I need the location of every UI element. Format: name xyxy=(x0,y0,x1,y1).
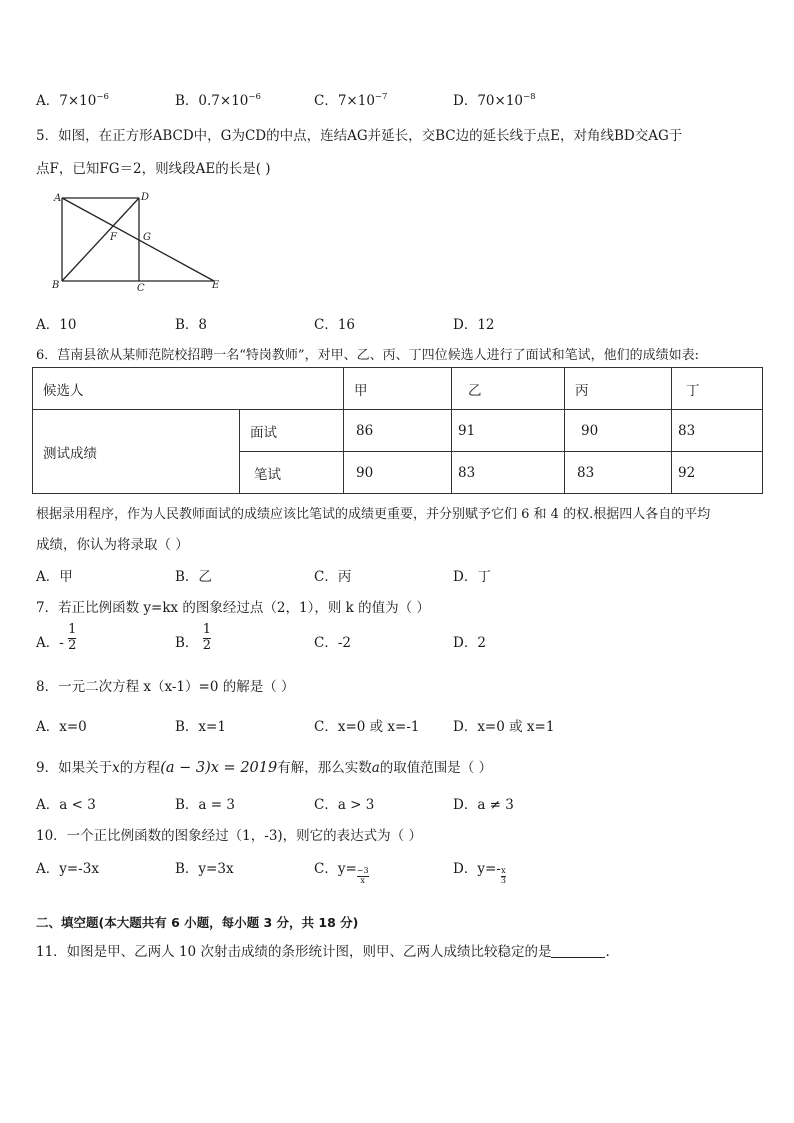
q4-option-a: A．$7\times 10^{-6}$ xyxy=(36,92,109,109)
score-table xyxy=(32,367,763,494)
q7-stem: 7．若正比例函数 y=kx 的图象经过点（2，1），则 k 的值为（ ） xyxy=(36,600,430,616)
section-heading: 二、填空题(本大题共有 6 小题，每小题 3 分，共 18 分) xyxy=(36,915,359,930)
fig-label-d: D xyxy=(141,192,150,203)
fig-diagonal-bd xyxy=(62,198,139,281)
q7-option-d: D．2 xyxy=(453,635,486,651)
q6-after-line2: 成绩，你认为将录取（ ） xyxy=(36,537,189,553)
fraction: $\frac{-3}{x}$ xyxy=(356,866,369,885)
q7-option-b: B． $\frac{1}{2}$ xyxy=(175,622,211,653)
table-row-label: 面试 xyxy=(240,410,344,452)
table-cell: 90 xyxy=(565,410,672,452)
table-cell: 83 xyxy=(452,452,565,494)
fig-label-g: G xyxy=(143,232,151,243)
q10-option-d: D．$y=-\frac{x}{3}$ xyxy=(453,861,506,885)
q8-option-b: B．x=1 xyxy=(175,719,226,735)
fraction: $\frac{1}{2}$ xyxy=(202,622,211,653)
q6-option-b: B．乙 xyxy=(175,569,212,585)
q4-option-b: B．$0.7\times 10^{-6}$ xyxy=(175,92,261,109)
q10-option-a: A．y=-3x xyxy=(36,861,99,877)
q5-stem-line1: 5．如图，在正方形ABCD中，G为CD的中点，连结AG并延长，交BC边的延长线于点E，对角线BD交AG于 xyxy=(36,128,683,144)
table-header-cell: 丁 xyxy=(672,368,763,410)
q6-after-line1: 根据录用程序，作为人民教师面试的成绩应该比笔试的成绩更重要，并分别赋予它们 6 和 4 的权.根据四人各自的平均 xyxy=(36,507,711,522)
fraction: $\frac{1}{2}$ xyxy=(68,622,77,653)
fig-label-f: F xyxy=(110,232,117,243)
table-header-cell: 丙 xyxy=(565,368,672,410)
table-header-cell: 乙 xyxy=(452,368,565,410)
q5-option-a: A．10 xyxy=(36,317,77,333)
q4-option-d: D．$70\times 10^{-8}$ xyxy=(453,92,536,109)
q7-options xyxy=(36,621,758,661)
q6-option-a: A．甲 xyxy=(36,569,73,585)
q10-options xyxy=(36,857,758,895)
fraction: $\frac{x}{3}$ xyxy=(500,866,506,885)
table-row-label: 笔试 xyxy=(240,452,344,494)
q5-option-b: B．8 xyxy=(175,317,208,333)
table-header-row xyxy=(33,368,763,410)
table-cell: 90 xyxy=(344,452,452,494)
q6-option-c: C．丙 xyxy=(314,569,352,585)
fig-label-a: A xyxy=(54,193,62,204)
q5-option-c: C．16 xyxy=(314,317,356,333)
table-header-cell: 甲 xyxy=(344,368,452,410)
q5-options xyxy=(36,313,758,335)
q7-option-a: A．- $\frac{1}{2}$ xyxy=(36,622,77,653)
q8-options xyxy=(36,715,758,737)
table-cell: 83 xyxy=(672,410,763,452)
table-cell: 92 xyxy=(672,452,763,494)
q7-option-c: C．-2 xyxy=(314,635,351,651)
table-header-label: 候选人 xyxy=(33,368,344,410)
q10-stem: 10．一个正比例函数的图象经过（1，-3)，则它的表达式为（ ） xyxy=(36,828,422,844)
q6-stem: 6．莒南县欲从某师范院校招聘一名“特岗教师”，对甲、乙、丙、丁四位候选人进行了面试和笔试，他们的成绩如表: xyxy=(36,348,699,363)
q9-stem: 9．如果关于x的方程(a − 3)x = 2019有解，那么实数a的取值范围是（ ） xyxy=(36,760,493,776)
q8-stem: 8．一元二次方程 x（x-1）=0 的解是（ ） xyxy=(36,679,295,695)
q9-option-c: C．a > 3 xyxy=(314,797,375,813)
q9-option-b: B．a = 3 xyxy=(175,797,235,813)
q10-option-c: C．$y=\frac{-3}{x}$ xyxy=(314,861,369,885)
q8-option-a: A．x=0 xyxy=(36,719,87,735)
q9-equation: (a − 3)x = 2019 xyxy=(160,760,278,776)
fig-label-e: E xyxy=(212,280,220,291)
q9-options xyxy=(36,793,758,815)
q8-option-c: C．x=0 或 x=-1 xyxy=(314,719,420,735)
fig-line-ae xyxy=(62,198,214,281)
fig-label-b: B xyxy=(52,280,60,291)
q5-stem-line2: 点F，已知FG＝2，则线段AE的长是( ) xyxy=(36,161,271,177)
q9-option-d: D．a ≠ 3 xyxy=(453,797,514,813)
q6-option-d: D．丁 xyxy=(453,569,491,585)
q11-stem: 11．如图是甲、乙两人 10 次射击成绩的条形统计图，则甲、乙两人成绩比较稳定的是 . xyxy=(36,944,610,960)
fig-label-c: C xyxy=(137,283,145,294)
q5-option-d: D．12 xyxy=(453,317,495,333)
table-cell: 86 xyxy=(344,410,452,452)
q6-options xyxy=(36,565,758,587)
q9-option-a: A．a < 3 xyxy=(36,797,96,813)
q4-option-c: C．$7\times 10^{-7}$ xyxy=(314,92,388,109)
q4-options xyxy=(36,89,758,111)
table-cell: 83 xyxy=(565,452,672,494)
q5-square-figure xyxy=(46,188,236,296)
answer-blank[interactable] xyxy=(551,943,605,958)
table-group-label: 测试成绩 xyxy=(33,410,240,494)
q10-option-b: B．y=3x xyxy=(175,861,234,877)
table-row xyxy=(33,410,763,452)
q8-option-d: D．x=0 或 x=1 xyxy=(453,719,555,735)
table-cell: 91 xyxy=(452,410,565,452)
